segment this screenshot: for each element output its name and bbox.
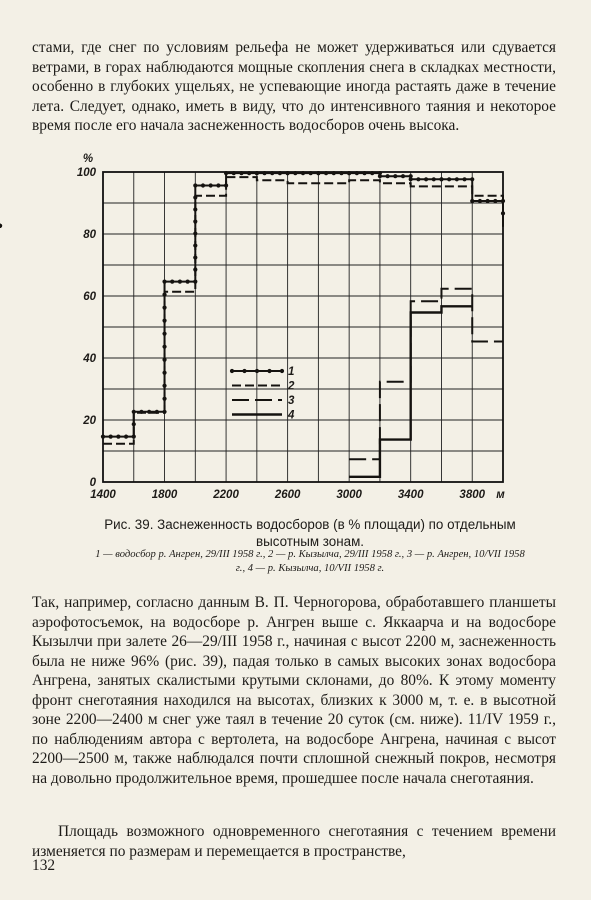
- y-axis-label: %: [82, 153, 94, 165]
- y-tick-label: 0: [89, 477, 96, 489]
- y-tick-label: 20: [83, 415, 96, 427]
- legend-marker-1: [255, 369, 259, 373]
- series-point-1: [170, 280, 174, 284]
- series-point-1: [347, 171, 351, 175]
- y-tick-label: 40: [83, 353, 96, 365]
- series-point-1: [0, 224, 2, 228]
- series-point-1: [162, 280, 166, 284]
- series-point-1: [270, 171, 274, 175]
- series-point-1: [409, 177, 413, 181]
- series-point-1: [116, 435, 120, 439]
- series-point-1: [278, 171, 282, 175]
- series-point-1: [416, 177, 420, 181]
- series-point-1: [224, 171, 228, 175]
- series-point-1: [293, 171, 297, 175]
- series-point-1: [462, 177, 466, 181]
- series-point-1: [455, 177, 459, 181]
- body-paragraph-2: Площадь возможного одновременного снеготаяния с течением времени изменяется по размерам и перемещается в пространстве,: [32, 823, 556, 860]
- legend-label-4: 4: [288, 409, 295, 422]
- body-paragraph-1: Так, например, согласно данным В. П. Черногорова, обработавшего планшеты аэрофотосъемок, на водосборе р. Ангрен выше с. Яккаарча и на водосборе Кызылчи при залете 26—29/III 1958 г., начиная с высот 2200 м, заснеженность была не ниже 96% (рис. 39), падая только в самых высоких зонах водосбора Ангрена, занятых скалистыми крутыми склонами, до 80%. К этому моменту фронт снеготаяния находился на высотах, близких к 3000 м, т. е. в высотной зоне 2200—2400 м снег уже таял в течение 20 суток (см. ниже). 11/IV 1959 г., по наблюдениям автора с вертолета, на водосборе Ангрена, начиная с высот 2200—2500 м, также наблюдался почти сплошной снежный покров, несмотря на довольно продолжительное время, прошедшее после начала снеготаяния.: [32, 594, 556, 787]
- series-point-1: [309, 171, 313, 175]
- legend-label-3: 3: [288, 395, 295, 407]
- series-point-1: [209, 183, 213, 187]
- series-point-1: [324, 171, 328, 175]
- x-tick-label: 2600: [274, 489, 301, 501]
- x-tick-label: 2200: [213, 489, 239, 501]
- series-point-1: [247, 171, 251, 175]
- y-tick-label: 100: [76, 167, 96, 179]
- series-point-1: [101, 435, 105, 439]
- series-point-1: [370, 171, 374, 175]
- legend-marker-1: [242, 369, 246, 373]
- series-point-1: [316, 171, 320, 175]
- series-point-1: [378, 174, 382, 178]
- series-point-1: [339, 171, 343, 175]
- x-tick-label: 1800: [151, 489, 178, 501]
- series-point-1: [432, 177, 436, 181]
- series-point-1: [232, 171, 236, 175]
- series-point-1: [332, 171, 336, 175]
- series-point-1: [447, 177, 451, 181]
- series-line-3: [349, 289, 503, 460]
- series-point-1: [470, 177, 474, 181]
- series-line-1: [103, 173, 503, 437]
- legend-marker-1: [230, 369, 234, 373]
- series-point-1: [178, 280, 182, 284]
- series-point-1: [401, 174, 405, 178]
- legend-label-1: 1: [288, 366, 295, 378]
- series-point-1: [393, 174, 397, 178]
- series-point-1: [486, 199, 490, 203]
- figure-caption: Рис. 39. Заснеженность водосборов (в % площади) по отдельным высотным зонам.: [104, 517, 516, 549]
- series-point-1: [255, 171, 259, 175]
- series-point-1: [362, 171, 366, 175]
- x-tick-label: 3400: [397, 489, 424, 501]
- x-tick-label: 3000: [336, 489, 362, 501]
- series-point-1: [478, 199, 482, 203]
- figure-legend-text: 1 — водосбор р. Ангрен, 29/III 1958 г., 2 — р. Кызылча, 29/III 1958 г., 3 — р. Ангрен, 10/VII 1958 г., 4 — р. Кызылча, 10/VII 1958 г.: [95, 549, 525, 574]
- series-point-1: [132, 410, 136, 414]
- x-tick-label: 1400: [90, 489, 116, 501]
- series-point-1: [286, 171, 290, 175]
- x-unit-label: м: [496, 489, 505, 501]
- legend-marker-1: [280, 369, 284, 373]
- legend-label-2: 2: [288, 380, 295, 393]
- series-line-2: [103, 177, 503, 444]
- series-point-1: [262, 171, 266, 175]
- legend-marker-1: [267, 369, 271, 373]
- page-number: 132: [32, 857, 56, 874]
- y-tick-label: 60: [83, 291, 96, 303]
- series-point-1: [124, 435, 128, 439]
- x-tick-label: 3800: [459, 489, 486, 501]
- series-point-1: [216, 183, 220, 187]
- series-point-1: [132, 422, 136, 426]
- series-point-1: [201, 183, 205, 187]
- top-paragraph: стами, где снег по условиям рельефа не может удерживаться или сдувается ветрами, в горах наблюдаются мощные скопления снега в складках местности, особенно в глубоких ущельях, не успевающие иногда растаять даже в течение лета. Следует, однако, иметь в виду, что до интенсивного таяния и некоторое время после его начала заснеженность водосборов очень высока.: [32, 39, 556, 134]
- series-point-1: [301, 171, 305, 175]
- series-point-1: [424, 177, 428, 181]
- series-point-1: [193, 183, 197, 187]
- series-point-1: [439, 177, 443, 181]
- series-point-1: [239, 171, 243, 175]
- series-point-1: [493, 199, 497, 203]
- series-point-1: [386, 174, 390, 178]
- series-point-1: [355, 171, 359, 175]
- series-point-1: [109, 435, 113, 439]
- series-point-1: [186, 280, 190, 284]
- series-point-1: [470, 199, 474, 203]
- y-tick-label: 80: [83, 229, 96, 241]
